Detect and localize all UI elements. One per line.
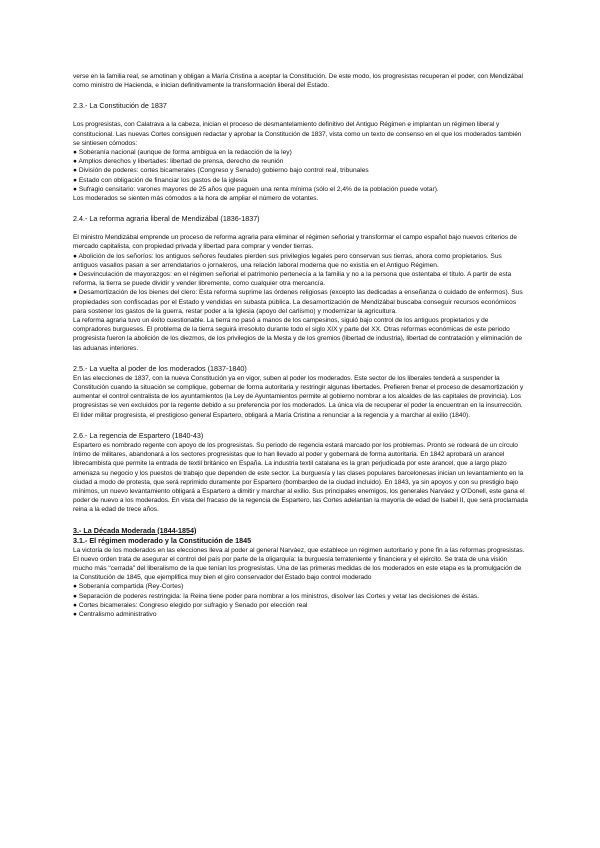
- section-2-6-title: 2.6.- La regencia de Espartero (1840-43): [73, 430, 204, 440]
- intro-paragraph: verse en la familia real, se amotinan y obligan a María Cristina a aceptar la Constitución. De este modo, los progresistas recuperan el poder, con Mendizábal como ministro de Hacienda, e inician definitivamente la transformación liberal del Estado.: [73, 73, 523, 90]
- section-2-3-title: 2.3.- La Constitución de 1837: [73, 101, 167, 111]
- section-2-6-paragraph: Espartero es nombrado regente con apoyo de los progresistas. Su periodo de regencia estará marcado por los problemas. Pronto se rodeará de un círculo íntimo de militares, abandonará a los sectores progresistas que lo han llevado al poder y gobernará de forma autoritaria. En 1842 aprobará un arancel librecambista que permite la entrada de textil británico en España. La industria textil catalana es la gran perjudicada por este arancel, que a largo plazo amenaza su negocio y los puestos de trabajo que dependen de este sector. La burguesía y las clases populares barcelonesas inician un levantamiento en la ciudad a modo de protesta, que será reprimido duramente por Espartero (bombardeo de la ciudad incluido). En 1843, ya sin apoyos y con su prestigio bajo mínimos, un nuevo levantamiento obligará a Espartero a dimitir y marchar al exilio. Sus principales enemigos, los generales Narváez y O'Donell, este gana el poder de nuevo a los moderados. En vista del fracaso de la regencia de Espartero, las Cortes adelantan la mayoría de edad de Isabel II, que será proclamada reina a la edad de trece años.: [73, 441, 528, 514]
- section-2-5-paragraph: En las elecciones de 1837, con la nueva Constitución ya en vigor, suben al poder los moderados. Este sector de los liberales tenderá a suspender la Constitución cuando la situación se complique, gobernar de forma autoritaria y restringir algunas libertades. Prefieren frenar el proceso de desamortización y aumentar el control centralista de los ayuntamientos (la Ley de Ayuntamientos permite al gobierno nombrar a los alcaldes de las capitales de provincia). Los progresistas se ven excluidos por la regente debido a su preferencia por los moderados. La única vía de recuperar el poder la encuentran en la insurrección. El líder militar progresista, el prestigioso general Espartero, obligará a María Cristina a renunciar a la regencia y a marchar al exilio (1840).: [73, 374, 524, 419]
- list-item: ● Abolición de los señoríos: los antiguos señores feudales pierden sus privilegios legales pero conservan sus tierras, ahora como propietarios. Sus antiguos vasallos pasan a ser arrendatarios o jornaleros, una relación laboral moderna que no existía en el Antiguo Régimen.: [73, 252, 502, 269]
- list-item: ● Centralismo administrativo: [73, 610, 157, 618]
- section-2-5-title: 2.5.- La vuelta al poder de los moderados (1837-1840): [73, 363, 247, 373]
- section-3-1-paragraph: La victoria de los moderados en las elecciones lleva al poder al general Narváez, que establece un régimen autoritario y pone fin a las reformas progresistas. El nuevo orden trata de asegurar el control del país por parte de la oligarquía: la burguesía terrateniente y financiera y el ejército. Se trata de una visión mucho más "cerrada" del liberalismo de la que tenían los progresistas. Una de las primeras medidas de los moderados en este etapa es la promulgación de la Constitución de 1845, que ejemplifica muy bien el giro conservador del Estado bajo control moderado: [73, 546, 525, 582]
- section-2-3-paragraph-2: Los moderados se sienten más cómodos a la hora de ampliar el número de votantes.: [73, 195, 319, 203]
- section-3-1-title: 3.1.- El régimen moderado y la Constitución de 1845: [73, 535, 252, 545]
- section-2-4-paragraph-2: La reforma agraria tuvo un éxito cuestionable. La tierra no pasó a manos de los campesinos, siguió bajo control de los antiguos propietarios y de compradores burgueses. El problema de la tierra seguirá irresoluto durante todo el siglo XIX y parte del XX. Otras reformas económicas de este periodo progresista fueron la abolición de los diezmos, de los privilegios de la Mesta y de los gremios (libertad de industria), libertad de contratación y eliminación de las aduanas interiores.: [73, 317, 522, 352]
- list-item: ● Desamortización de los bienes del clero: Esta reforma suprime las órdenes religiosas (excepto las dedicadas a enseñanza o cuidado de enfermos). Sus propiedades son confiscadas por el Estado y vendidas en subasta pública. La desamortización de Mendizábal buscaba conseguir recursos económicos para sostener los gastos de la guerra, restar poder a la Iglesia (apoyo del carlismo) y modernizar la agricultura.: [73, 289, 523, 315]
- list-item: ● Soberanía compartida (Rey-Cortes): [73, 583, 184, 591]
- list-item: ● Estado con obligación de financiar los gastos de la iglesia: [73, 176, 248, 184]
- list-item: ● Soberanía nacional (aunque de forma ambigua en la redacción de la ley): [73, 149, 292, 157]
- list-item: ● Desvinculación de mayorazgos: en el régimen señorial el patrimonio pertenecía a la familia y no a la persona que ostentaba el título. A partir de esta reforma, la tierra se puede dividir y vender libremente, como cualquier otra mercancía.: [73, 271, 512, 288]
- list-item: ● Separación de poderes restringida: la Reina tiene poder para nombrar a los ministros, disolver las Cortes y vetar las decisiones de éstas.: [73, 592, 480, 600]
- section-3-title: 3.- La Década Moderada (1844-1854): [73, 525, 197, 535]
- section-2-4-paragraph: El ministro Mendizábal emprende un proceso de reforma agraria para eliminar el régimen señorial y transformar el campo español bajo nuevos criterios de mercado capitalista, con propiedad privada y libertad para comprar y vender tierras.: [73, 234, 517, 251]
- list-item: ● Cortes bicamerales: Congreso elegido por sufragio y Senado por elección real: [73, 601, 308, 609]
- list-item: ● Amplios derechos y libertades: libertad de prensa, derecho de reunión: [73, 158, 284, 166]
- list-item: ● Sufragio censitario: varones mayores de 25 años que paguen una renta mínima (sólo el 2,4% de la población puede votar).: [73, 185, 439, 193]
- document-page: [73, 72, 528, 619]
- section-2-3-paragraph: Los progresistas, con Calatrava a la cabeza, inician el proceso de desmantelamiento definitivo del Antiguo Régimen e implantan un régimen liberal y constitucional. Las nuevas Cortes consiguen redactar y aprobar la Constitución de 1837, vista como un texto de consenso en el que los moderados también se sintiesen cómodos:: [73, 121, 522, 147]
- list-item: ● División de poderes: cortes bicamerales (Congreso y Senado) gobierno bajo control real, tribunales: [73, 167, 369, 175]
- section-2-4-title: 2.4.- La reforma agraria liberal de Mendizábal (1836-1837): [73, 214, 260, 224]
